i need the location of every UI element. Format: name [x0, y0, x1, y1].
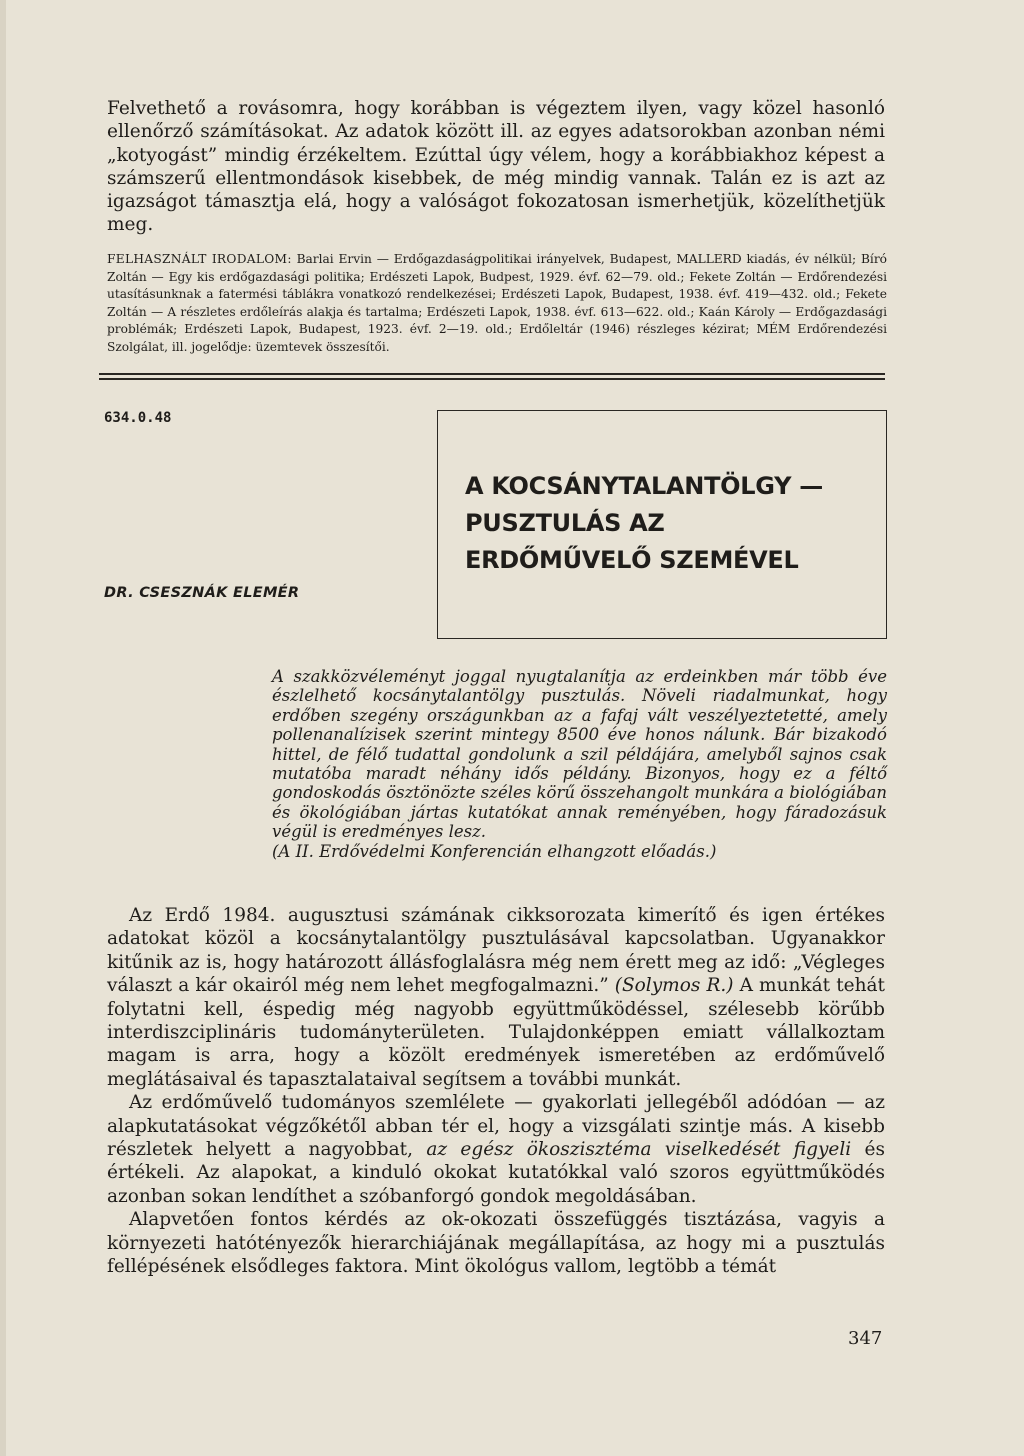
page-number: 347: [848, 1328, 883, 1349]
body-paragraph-1: [107, 904, 885, 1091]
references: [107, 251, 887, 357]
abstract-text: A szakközvéleményt joggal nyugtalanítja az erdeinkben már több éve észlelhető kocsánytalantölgy pusztulás. Növeli riadalmunkat, hogy erdőben szegény országunkban az a fafaj vált veszélyeztetetté, amely pollenanalízisek szerint mintegy 8500 éve honos nálunk. Bár bizakodó hittel, de félő tudattal gondolunk a szil példájára, amelyből sajnos csak mutatóba maradt néhány idős példány. Bizonyos, hogy ez a féltő gondoskodás ösztönözte széles körű összehangolt munkára a biológiában és ökológiában jártas kutatókat annak reményében, hogy fáradozásuk végül is eredményes lesz.: [272, 667, 887, 842]
title-line-1: A KOCSÁNYTALANTÖLGY —: [465, 472, 823, 500]
body-p1-rest: A munkát tehát folytatni kell, éspedig még nagyobb együttműködéssel, szélesebb körűbb interdiszciplináris tudományterületen. Tulajdonképpen emiatt vállalkoztam magam is arra, hogy a közölt eredmények ismeretében az erdőművelő meglátásaival és tapasztalataival segítsem a további munkát.: [107, 975, 885, 1090]
article-body: [107, 904, 885, 1279]
body-p1-citation: (Solymos R.): [614, 975, 734, 997]
title-frame-topline: [438, 410, 886, 411]
body-p2-start: Az erdőművelő tudományos szemlélete — gyakorlati jellegéből adódóan — az alapkutatásokat végzőkétől abban tér el, hogy a vizsgálati szintje más. A kisebb részletek helyett a nagyobbat,: [107, 1092, 885, 1161]
intro-paragraph: Felvethető a rovásomra, hogy korábban is végeztem ilyen, vagy közel hasonló ellenőrző számításokat. Az adatok között ill. az egyes adatsorokban azonban némi „kotyogást” mindig érzékeltem. Ezúttal úgy vélem, hogy a korábbiakhoz képest a számszerű ellentmondások kisebbek, de még mindig vannak. Talán ez is azt az igazságot támasztja elá, hogy a valóságot fokozatosan ismerhetjük, közelíthetjük meg.: [107, 98, 885, 236]
article-title: [465, 468, 875, 579]
body-p1-text: Az Erdő 1984. augusztusi számának cikksorozata kimerítő és igen értékes adatokat közöl a kocsánytalantölgy pusztulásával kapcsolatban. Ugyanakkor kitűnik az is, hogy határozott állásfoglalásra még nem érett meg az idő: „Végleges választ a kár okairól még nem lehet megfogalmazni.”: [107, 905, 885, 997]
body-p2-end: és értékeli. Az alapokat, a kinduló okokat kutatókkal való szoros együttműködés azonban sokan lendíthet a szóbanforgó gondok megoldásában.: [107, 1139, 885, 1207]
section-rule-bottom: [99, 378, 885, 380]
udc-code: 634.0.48: [104, 410, 172, 426]
abstract: [272, 667, 887, 861]
abstract-note: (A II. Erdővédelmi Konferencián elhangzott előadás.): [272, 841, 717, 861]
body-paragraph-2: [107, 1091, 885, 1208]
body-p2-emphasis: az egész ökoszisztéma viselkedését figyeli: [426, 1139, 852, 1161]
section-rule-top: [99, 373, 885, 375]
references-heading: FELHASZNÁLT IRODALOM:: [107, 252, 292, 266]
body-paragraph-3: Alapvetően fontos kérdés az ok-okozati összefüggés tisztázása, vagyis a környezeti hatótényezők hierarchiájának megállapítása, az hogy mi a pusztulás fellépésének elsődleges faktora. Mint ökológus vallom, legtöbb a témát: [107, 1209, 885, 1278]
title-line-3: ERDŐMŰVELŐ SZEMÉVEL: [465, 546, 799, 574]
title-line-2: PUSZTULÁS AZ: [465, 509, 665, 537]
author-name: DR. CSESZNÁK ELEMÉR: [104, 585, 300, 601]
references-text: Barlai Ervin — Erdőgazdaságpolitikai irányelvek, Budapest, MALLERD kiadás, év nélkül; Bíró Zoltán — Egy kis erdőgazdasági politika; Erdészeti Lapok, Budpest, 1929. évf. 62—79. old.; Fekete Zoltán — Erdőrendezési utasításunknak a fatermési táblákra vonatkozó rendelkezései; Erdészeti Lapok, Budapest, 1938. évf. 419—432. old.; Fekete Zoltán — A részletes erdőleírás alakja és tartalma; Erdészeti Lapok, 1938. évf. 613—622. old.; Kaán Károly — Erdőgazdasági problémák; Erdészeti Lapok, Budapest, 1923. évf. 2—19. old.; Erdőleltár (1946) részleges kézirat; MÉM Erdőrendezési Szolgálat, ill. jogelődje: üzemtevek összesítői.: [107, 252, 887, 354]
page-edge-shadow: [0, 0, 6, 1456]
